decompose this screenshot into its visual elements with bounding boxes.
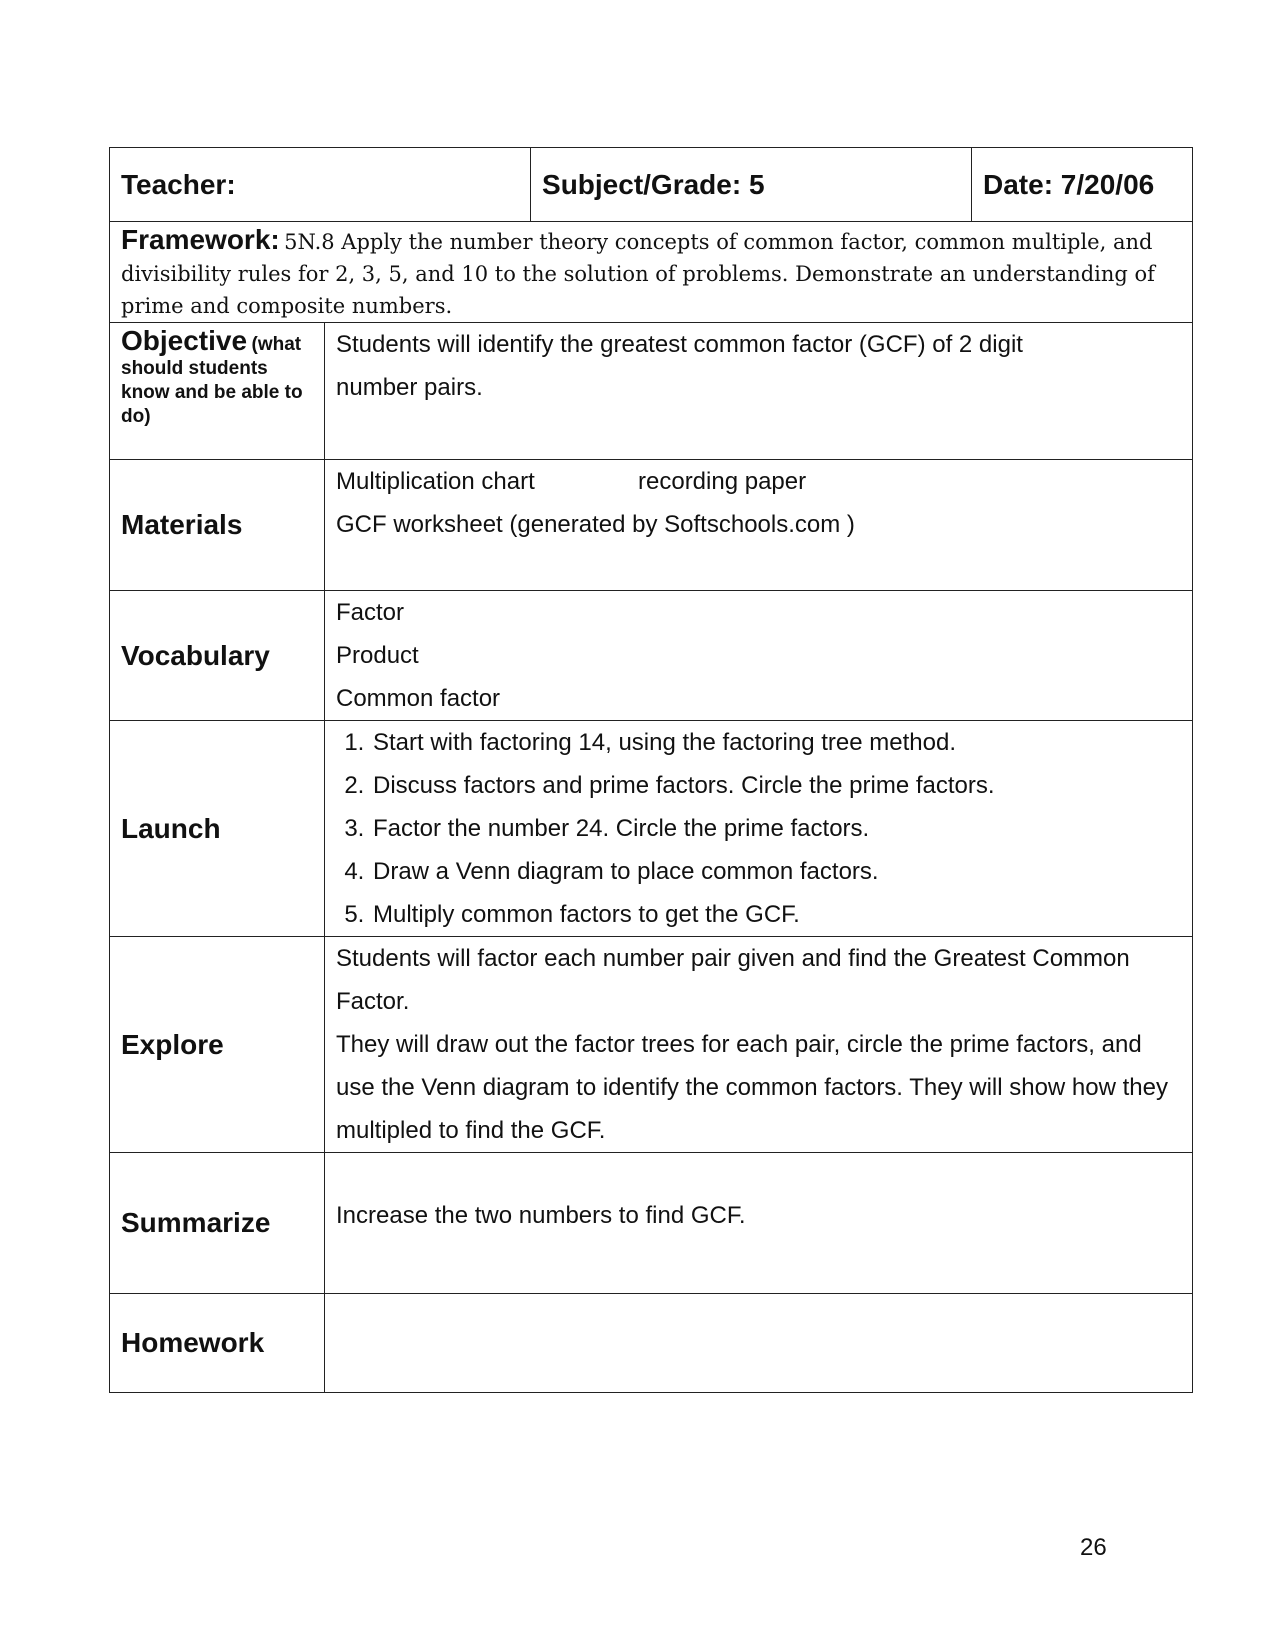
vocabulary-term: Factor [336, 599, 405, 626]
launch-row [110, 721, 1193, 937]
homework-content [325, 1294, 1193, 1393]
date-field: Date: 7/20/06 [972, 148, 1193, 222]
materials-label: Materials [110, 460, 325, 591]
material-item: Multiplication chart [336, 468, 535, 495]
teacher-field: Teacher: [110, 148, 531, 222]
launch-steps [336, 721, 1181, 936]
framework-label: Framework: [121, 224, 280, 255]
material-item: GCF worksheet (generated by Softschools.com ) [336, 511, 855, 538]
subject-grade-field: Subject/Grade: 5 [531, 148, 972, 222]
launch-step: 5. Multiply common factors to get the GCF. [371, 893, 1181, 936]
explore-paragraph: They will draw out the factor trees for each pair, circle the prime factors, and use the Venn diagram to identify the common factors. They will show how they multipled to find the GCF. [336, 1031, 1168, 1144]
objective-row [110, 323, 1193, 460]
explore-row [110, 937, 1193, 1153]
launch-content [325, 721, 1193, 937]
material-item: recording paper [638, 468, 807, 495]
materials-line-1 [336, 460, 1181, 503]
framework-cell [110, 222, 1193, 323]
explore-paragraph: Students will factor each number pair given and find the Greatest Common Factor. [336, 945, 1130, 1015]
framework-row [110, 222, 1193, 323]
launch-step: 1. Start with factoring 14, using the factoring tree method. [371, 721, 1181, 764]
objective-label: Objective [121, 325, 248, 356]
vocabulary-content [325, 591, 1193, 721]
vocabulary-label: Vocabulary [110, 591, 325, 721]
lesson-plan-table [109, 147, 1193, 1393]
summarize-label: Summarize [110, 1153, 325, 1294]
objective-text: Students will identify the greatest common factor (GCF) of 2 digit number pairs. [336, 331, 1023, 401]
objective-label-cell [110, 323, 325, 460]
launch-label: Launch [110, 721, 325, 937]
summarize-content [325, 1153, 1193, 1294]
vocabulary-term: Common factor [336, 685, 501, 712]
objective-sublabel-inline: (what [251, 334, 302, 355]
vocabulary-row [110, 591, 1193, 721]
explore-label: Explore [110, 937, 325, 1153]
homework-row [110, 1294, 1193, 1393]
page-number: 26 [1080, 1534, 1107, 1561]
objective-sublabel: should students know and be able to do) [121, 358, 303, 427]
launch-step: 4. Draw a Venn diagram to place common factors. [371, 850, 1181, 893]
launch-step: 2. Discuss factors and prime factors. Circle the prime factors. [371, 764, 1181, 807]
vocabulary-term: Product [336, 642, 419, 669]
materials-content [325, 460, 1193, 591]
summarize-text: Increase the two numbers to find GCF. [336, 1202, 746, 1229]
homework-label: Homework [110, 1294, 325, 1393]
summarize-row [110, 1153, 1193, 1294]
objective-content [325, 323, 1193, 460]
launch-step: 3. Factor the number 24. Circle the prime factors. [371, 807, 1181, 850]
header-row [110, 148, 1193, 222]
explore-content [325, 937, 1193, 1153]
framework-text: 5N.8 Apply the number theory concepts of common factor, common multiple, and divisibility rules for 2, 3, 5, and 10 to the solution of problems. Demonstrate an understanding of prime and composite numbers. [121, 230, 1155, 318]
materials-row [110, 460, 1193, 591]
